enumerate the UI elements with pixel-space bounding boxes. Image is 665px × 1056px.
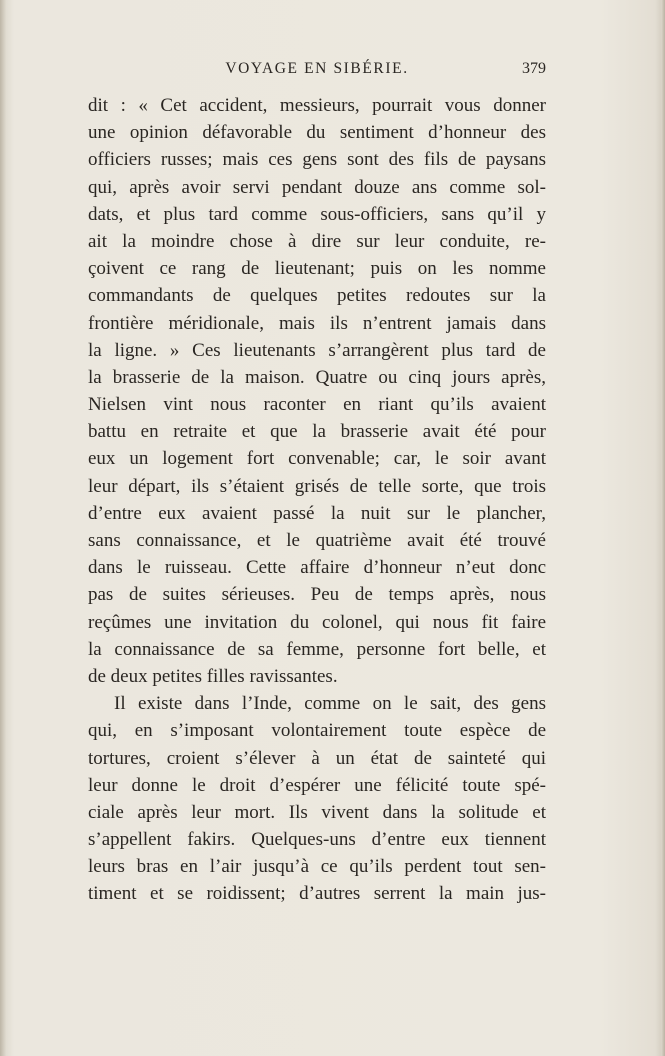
text-line: dans le ruisseau. Cette affaire d’honneur n’eut donc [88,557,546,579]
text-line: ciale après leur mort. Ils vivent dans la solitude et [88,801,546,823]
text-line: tortures, croient s’élever à un état de sainteté qui [88,747,546,769]
text-line: qui, après avoir servi pendant douze ans comme sol- [88,176,546,198]
text-line: pas de suites sérieuses. Peu de temps après, nous [88,584,546,606]
text-line: la ligne. » Ces lieutenants s’arrangèrent plus tard de [88,339,546,361]
text-line: dit : « Cet accident, messieurs, pourrait vous donner [88,95,546,116]
text-line: eux un logement fort convenable; car, le soir avant [88,448,546,470]
text-line: battu en retraite et que la brasserie avait été pour [88,421,546,443]
body-text [88,92,546,908]
text-line: sans connaissance, et le quatrième avait été trouvé [88,530,546,551]
text-line: d’entre eux avaient passé la nuit sur le plancher, [88,502,546,524]
text-line: dats, et plus tard comme sous-officiers, sans qu’il y [88,203,546,225]
text-line: reçûmes une invitation du colonel, qui nous fit faire [88,611,546,633]
text-line: une opinion défavorable du sentiment d’honneur des [88,122,546,144]
text-line: timent et se roidissent; d’autres serrent la main jus- [88,883,546,905]
text-line: leurs bras en l’air jusqu’à ce qu’ils perdent tout sen- [88,856,546,878]
page-gutter-shadow [0,0,6,1056]
text-line: leur départ, ils s’étaient grisés de telle sorte, que trois [88,475,546,497]
text-line: la connaissance de sa femme, personne fort belle, et [88,638,546,660]
text-line-paragraph-end: de deux petites filles ravissantes. [88,665,338,687]
text-line-paragraph-start: Il existe dans l’Inde, comme on le sait, des gens [114,693,546,715]
page-edge-shadow [661,0,665,1056]
text-line: s’appellent fakirs. Quelques-uns d’entre eux tiennent [88,829,546,851]
page-number: 379 [522,60,546,77]
text-line: qui, en s’imposant volontairement toute espèce de [88,720,546,742]
text-line: leur donne le droit d’espérer une félicité toute spé- [88,774,546,796]
text-line: commandants de quelques petites redoutes sur la [88,285,546,307]
text-line: la brasserie de la maison. Quatre ou cinq jours après, [88,366,546,388]
text-line: officiers russes; mais ces gens sont des fils de paysans [88,149,546,171]
text-line: çoivent ce rang de lieutenant; puis on les nomme [88,258,546,280]
text-line: frontière méridionale, mais ils n’entrent jamais dans [88,312,546,334]
text-line: Nielsen vint nous raconter en riant qu’ils avaient [88,394,546,416]
text-line: ait la moindre chose à dire sur leur conduite, re- [88,230,546,252]
running-title: VOYAGE EN SIBÉRIE. [225,60,409,77]
page-header [88,60,546,82]
